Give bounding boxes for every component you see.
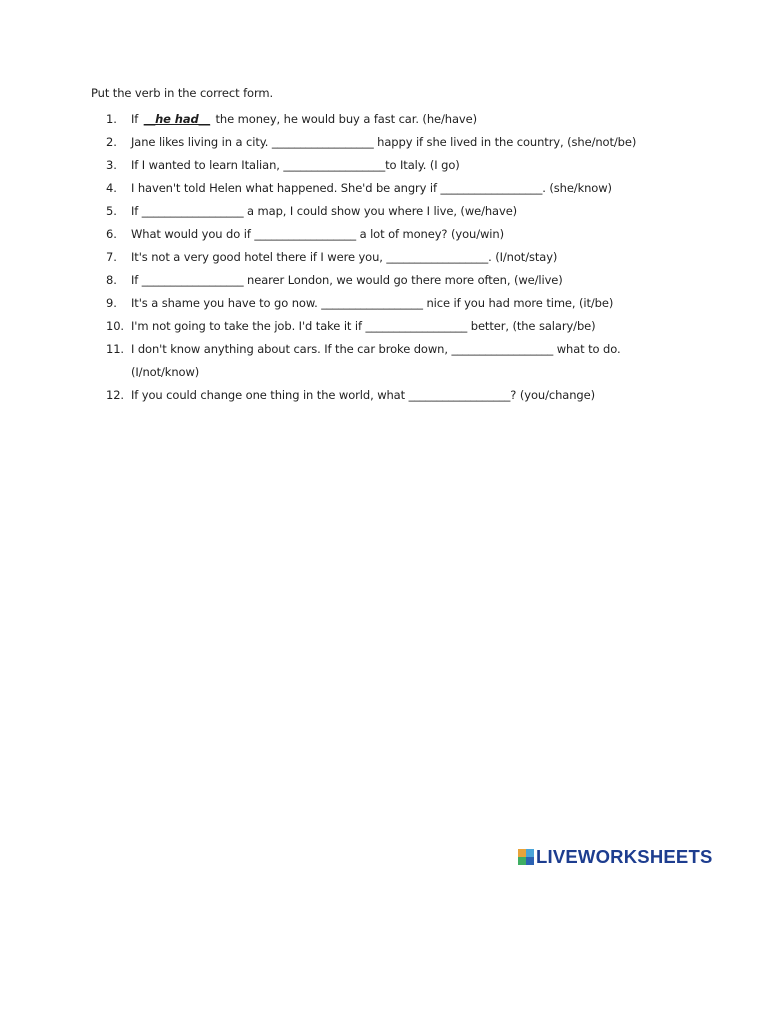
exercise-list (106, 108, 686, 407)
item-number: 2. (106, 135, 117, 149)
item-text[interactable]: I don't know anything about cars. If the car broke down, __________________ what to do. (131, 342, 621, 356)
item-number: 3. (106, 158, 117, 172)
item-number: 6. (106, 227, 117, 241)
exercise-item-1 (106, 108, 686, 131)
liveworksheets-logo-icon (518, 849, 534, 865)
item-text-after: the money, he would buy a fast car. (he/have) (211, 112, 477, 126)
liveworksheets-logo[interactable] (518, 846, 713, 868)
exercise-item-12 (106, 384, 686, 407)
item-number: 4. (106, 181, 117, 195)
item-text[interactable]: It's not a very good hotel there if I were you, __________________. (I/not/stay) (131, 250, 558, 264)
exercise-item-7 (106, 246, 686, 269)
item-number: 9. (106, 296, 117, 310)
item-text[interactable]: What would you do if __________________ a lot of money? (you/win) (131, 227, 504, 241)
item-text[interactable]: If __________________ nearer London, we would go there more often, (we/live) (131, 273, 563, 287)
exercise-item-11 (106, 338, 686, 384)
exercise-item-4 (106, 177, 686, 200)
exercise-item-9 (106, 292, 686, 315)
item-text-before: If (131, 112, 142, 126)
exercise-item-6 (106, 223, 686, 246)
item-text[interactable]: I haven't told Helen what happened. She'd be angry if __________________. (she/know) (131, 181, 612, 195)
item-number: 8. (106, 273, 117, 287)
item-number: 1. (106, 112, 117, 126)
exercise-item-8 (106, 269, 686, 292)
answer-field-1[interactable]: __he had__ (143, 112, 210, 126)
logo-text: LIVEWORKSHEETS (536, 846, 713, 867)
item-number: 5. (106, 204, 117, 218)
instruction-text: Put the verb in the correct form. (91, 86, 274, 100)
item-text[interactable]: If __________________ a map, I could show you where I live, (we/have) (131, 204, 518, 218)
exercise-item-10 (106, 315, 686, 338)
exercise-item-5 (106, 200, 686, 223)
exercise-item-3 (106, 154, 686, 177)
exercise-item-2 (106, 131, 686, 154)
item-text[interactable]: Jane likes living in a city. __________________ happy if she lived in the country, (she/not/be) (131, 135, 637, 149)
item-text[interactable]: If I wanted to learn Italian, __________________to Italy. (I go) (131, 158, 460, 172)
item-number: 10. (106, 319, 124, 333)
item-text[interactable]: If you could change one thing in the world, what __________________? (you/change) (131, 388, 595, 402)
item-number: 12. (106, 388, 124, 402)
item-number: 11. (106, 342, 124, 356)
item-hint: (I/not/know) (131, 365, 200, 379)
item-number: 7. (106, 250, 117, 264)
item-text[interactable]: It's a shame you have to go now. __________________ nice if you had more time, (it/be) (131, 296, 614, 310)
item-text[interactable]: I'm not going to take the job. I'd take it if __________________ better, (the salary/be) (131, 319, 596, 333)
